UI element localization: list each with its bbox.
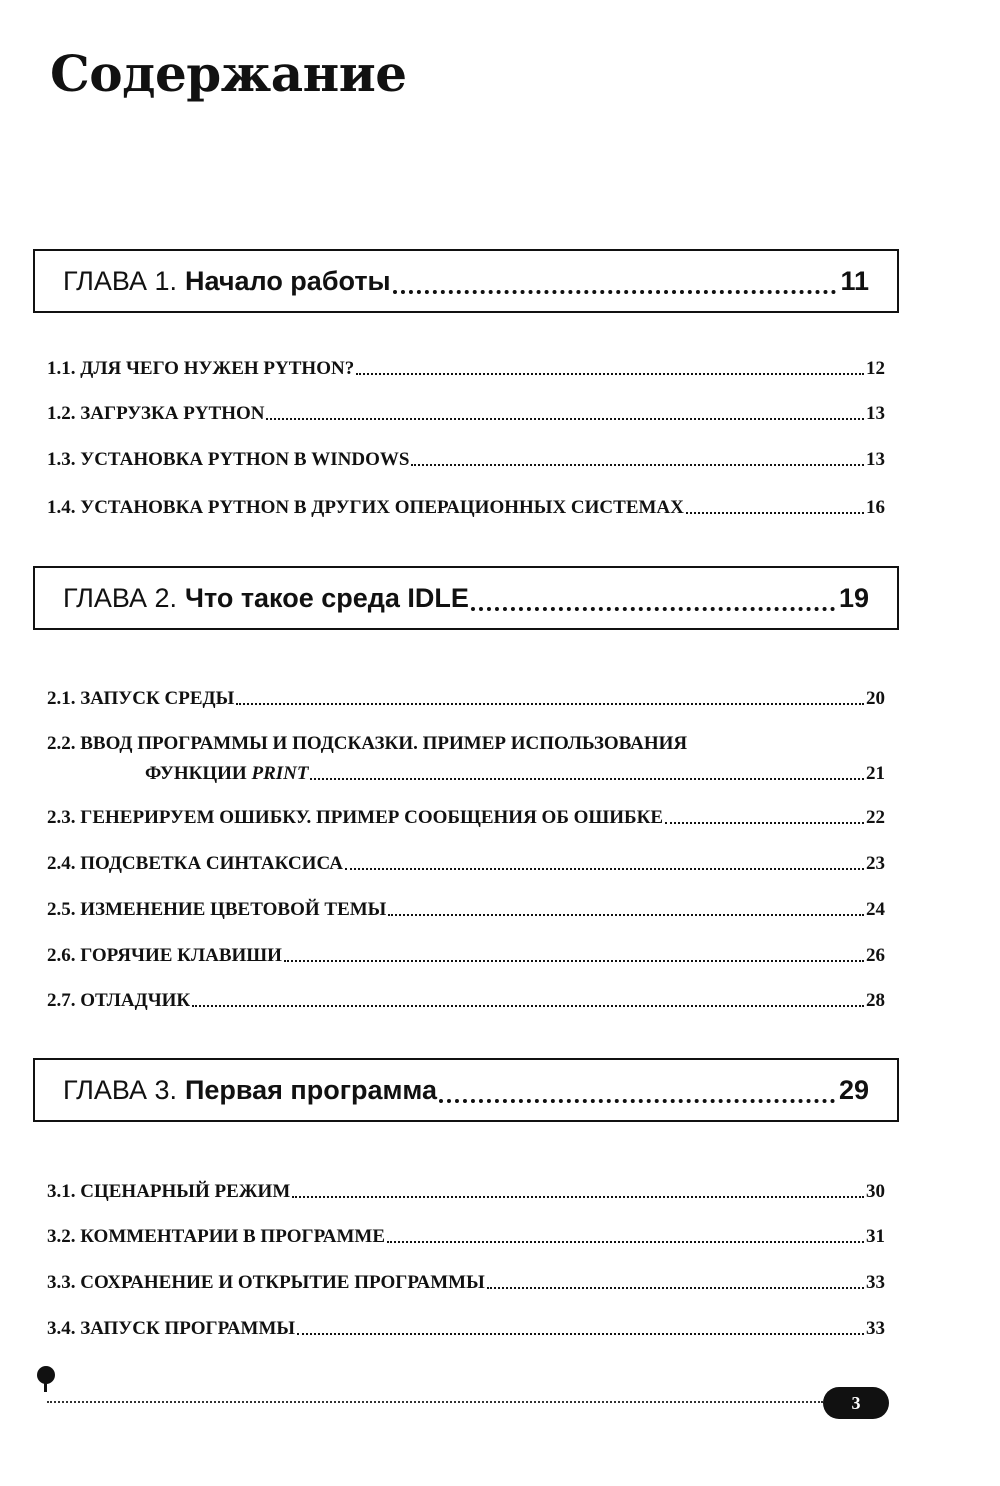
toc-entry-page: 22 (866, 807, 885, 828)
dot-leader (665, 822, 864, 824)
toc-entry-page: 20 (866, 688, 885, 709)
toc-entry-page: 33 (866, 1272, 885, 1293)
dot-leader (310, 778, 864, 780)
toc-entry-page: 16 (866, 497, 885, 518)
chapter-name: Начало работы (184, 265, 391, 296)
toc-entry-label: 3.1. СЦЕНАРНЫЙ РЕЖИМ (47, 1181, 291, 1202)
toc-entry-label: 1.2. ЗАГРУЗКА PYTHON (47, 403, 265, 424)
chapter-name: Первая программа (184, 1074, 438, 1105)
chapter-page: 29 (838, 1074, 869, 1105)
toc-entry-page: 21 (866, 763, 885, 784)
toc-entry-page: 28 (866, 990, 885, 1011)
toc-entry-3-1[interactable] (47, 1180, 885, 1204)
code-keyword: PRINT (251, 763, 309, 784)
toc-entry-page: 13 (866, 403, 885, 424)
chapter-page: 19 (838, 582, 869, 613)
toc-entry-page: 31 (866, 1226, 885, 1247)
toc-entry-page: 24 (866, 899, 885, 920)
toc-entry-label: 2.4. ПОДСВЕТКА СИНТАКСИСА (47, 853, 343, 874)
toc-entry-3-3[interactable] (47, 1271, 885, 1295)
dot-leader (266, 418, 864, 420)
dot-leader (356, 373, 864, 375)
dot-leader (487, 1287, 864, 1289)
toc-entry-label: 1.4. УСТАНОВКА PYTHON В ДРУГИХ ОПЕРАЦИОННЫХ СИСТЕМАХ (47, 497, 684, 518)
page-number-badge: 3 (823, 1387, 889, 1419)
toc-entry-label: 2.6. ГОРЯЧИЕ КЛАВИШИ (47, 945, 282, 966)
toc-entry-1-3[interactable] (47, 448, 885, 472)
toc-entry-label: 1.1. ДЛЯ ЧЕГО НУЖЕН PYTHON? (47, 358, 355, 379)
dot-leader (411, 464, 864, 466)
dot-leader (471, 607, 835, 611)
toc-entry-1-2[interactable] (47, 402, 885, 426)
toc-entry-label-cont: ФУНКЦИИ PRINT (145, 763, 309, 784)
chapter-prefix: ГЛАВА 2. (63, 582, 177, 613)
footer-dotted-rule (47, 1401, 823, 1403)
dot-leader (236, 703, 864, 705)
toc-entry-1-4[interactable] (47, 496, 885, 520)
toc-entry-page: 13 (866, 449, 885, 470)
toc-entry-page: 26 (866, 945, 885, 966)
dot-leader (345, 868, 864, 870)
toc-entry-page: 33 (866, 1318, 885, 1339)
toc-entry-2-4[interactable] (47, 852, 885, 876)
chapter-2-heading[interactable] (33, 566, 899, 630)
toc-entry-2-7[interactable] (47, 989, 885, 1013)
dot-leader (192, 1005, 864, 1007)
chapter-3-heading[interactable] (33, 1058, 899, 1122)
toc-entry-label: 2.2. ВВОД ПРОГРАММЫ И ПОДСКАЗКИ. ПРИМЕР ИСПОЛЬЗОВАНИЯ (47, 733, 688, 754)
toc-entry-label: 2.1. ЗАПУСК СРЕДЫ (47, 688, 235, 709)
chapter-prefix: ГЛАВА 1. (63, 265, 177, 296)
toc-entry-label: 1.3. УСТАНОВКА PYTHON В WINDOWS (47, 449, 410, 470)
chapter-name: Что такое среда IDLE (184, 582, 469, 613)
dot-leader (686, 512, 864, 514)
toc-entry-label: 2.5. ИЗМЕНЕНИЕ ЦВЕТОВОЙ ТЕМЫ (47, 899, 387, 920)
dot-leader (439, 1099, 835, 1103)
dot-leader (284, 960, 864, 962)
toc-entry-1-1[interactable] (47, 357, 885, 381)
toc-entry-2-6[interactable] (47, 944, 885, 968)
dot-leader (388, 914, 864, 916)
footer-bullet-tail (44, 1382, 47, 1392)
chapter-1-heading[interactable] (33, 249, 899, 313)
dot-leader (393, 290, 837, 294)
toc-entry-page: 23 (866, 853, 885, 874)
toc-entry-label: 2.7. ОТЛАДЧИК (47, 990, 191, 1011)
dot-leader (387, 1241, 864, 1243)
dot-leader (292, 1196, 864, 1198)
toc-entry-page: 12 (866, 358, 885, 379)
chapter-prefix: ГЛАВА 3. (63, 1074, 177, 1105)
page-title: Содержание (50, 44, 407, 103)
toc-entry-label: 3.4. ЗАПУСК ПРОГРАММЫ (47, 1318, 296, 1339)
toc-entry-2-1[interactable] (47, 687, 885, 711)
toc-entry-page: 30 (866, 1181, 885, 1202)
toc-entry-label: 3.2. КОММЕНТАРИИ В ПРОГРАММЕ (47, 1226, 386, 1247)
toc-entry-3-2[interactable] (47, 1225, 885, 1249)
toc-entry-label: 3.3. СОХРАНЕНИЕ И ОТКРЫТИЕ ПРОГРАММЫ (47, 1272, 485, 1293)
dot-leader (297, 1333, 864, 1335)
toc-entry-3-4[interactable] (47, 1317, 885, 1341)
toc-entry-2-2[interactable] (47, 732, 885, 786)
toc-entry-label: 2.3. ГЕНЕРИРУЕМ ОШИБКУ. ПРИМЕР СООБЩЕНИЯ ОБ ОШИБКЕ (47, 807, 664, 828)
toc-entry-2-3[interactable] (47, 806, 885, 830)
toc-entry-2-5[interactable] (47, 898, 885, 922)
chapter-page: 11 (840, 265, 869, 296)
